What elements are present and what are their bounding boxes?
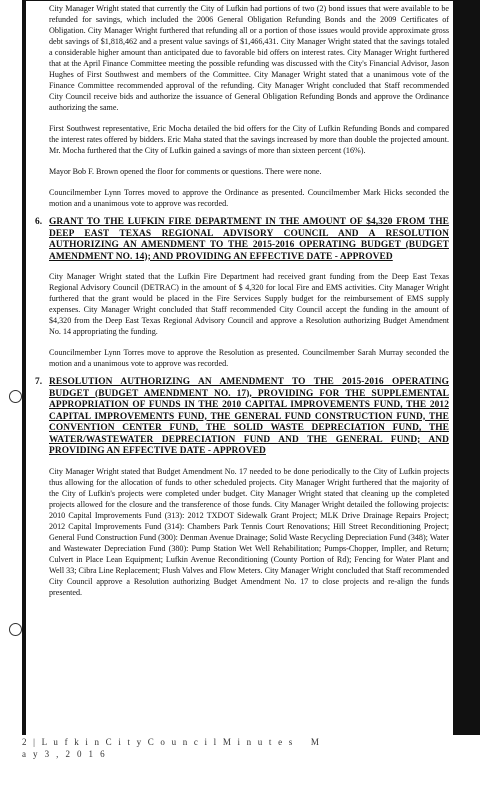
paragraph-motion: Councilmember Lynn Torres moved to approve the Ordinance as presented. Councilmember Mark Hicks seconded the motion and a unanimous vote to approve was recorded. xyxy=(49,188,449,208)
paragraph-floor-opened: Mayor Bob F. Brown opened the floor for comments or questions. There were none. xyxy=(49,167,322,176)
paragraph-first-southwest: First Southwest representative, Eric Mocha detailed the bid offers for the City of Lufkin Refunding Bonds and compared the interest rates offered by bidders. Eric Maha stated that the savings increased by more than double the projected amount. Mr. Mocha furthered that the City of Lufkin gained a savings of more than sixteen percent (16%). xyxy=(49,124,449,155)
footer-page-label: 2 | L u f k i n C i t y C o u n c i l M i n u t e s xyxy=(22,737,295,747)
agenda-item-paragraph: City Manager Wright stated that the Lufkin Fire Department had received grant funding from the Deep East Texas Regional Advisory Council (DETRAC) in the amount of $ 4,320 for local Fire and EMS activities. City Manager Wright furthered that the grant would be placed in the Fire Services Supply budget for the reimbursement of EMS supply expenses. City Manager Wright concluded that Staff recommended City Council accept the funding in the amount of $4,320 from the Deep East Texas Regional Advisory Council and approve a Resolution authorizing Budget Amendment No. 14 appropriating the funding. xyxy=(49,272,449,336)
agenda-item-heading: GRANT TO THE LUFKIN FIRE DEPARTMENT IN THE AMOUNT OF $4,320 FROM THE DEEP EAST TEXAS REGIONAL ADVISORY COUNCIL AND A RESOLUTION AUTHORIZING AN AMENDMENT TO THE 2015-2016 OPERATING BUDGET (BUDGET AMENDMENT NO. 14); AND PROVIDING AN EFFECTIVE DATE - APPROVED xyxy=(49,217,449,262)
agenda-item-number: 7. xyxy=(35,377,43,387)
agenda-item-6 xyxy=(35,217,453,369)
footer-date: M a y 3 , 2 0 1 6 xyxy=(22,737,322,759)
binder-hole-marker xyxy=(9,623,22,636)
agenda-item-paragraph: Councilmember Lynn Torres move to approve the Resolution as presented. Councilmember Sarah Murray seconded the motion and a unanimous vote to approve was recorded. xyxy=(49,348,449,368)
agenda-item-paragraph: City Manager Wright stated that Budget Amendment No. 17 needed to be done periodically to the City of Lufkin projects thus allowing for the allocation of funds to other scheduled projects. City Manager Wright furthered that the majority of the City of Lufkin's projects were completed under budget. City Manager Wright stated that cleaning up the completed projects allowed for the closure and the transference of those funds. City Manager Wright detailed the following projects: 2010 Capital Improvements Fund (313): 2012 TXDOT Sidewalk Grant Project; MLK Drive Drainage Repairs Project; 2012 Capital Improvements Fund (314): Chambers Park Tennis Court Renovations; Hill Street Reconditioning Project; General Fund Construction Fund (300): Denman Avenue Drainage; Solid Waste Recycling Depreciation Fund (348); Water and Wastewater Depreciation Fund (380): Pump Station Wet Well Rehabilitation; Pumps-Chopper, Impller, and Return; Culvert in Place Lean Equipment; Lufkin Avenue Reconditioning (County Portion of Rd); Fencing for Water Plant and Well 33; Cibra Line Replacement; Flush Valves and Flow Meters. City Manager Wright concluded that Staff recommended City Council approve a Resolution authorizing Budget Amendment No. 17 to close projects and re-align the funds presented. xyxy=(49,466,449,597)
document-page xyxy=(26,1,453,735)
page-footer xyxy=(22,736,322,760)
agenda-item-7 xyxy=(35,377,453,598)
agenda-item-number: 6. xyxy=(35,217,43,227)
agenda-item-heading: RESOLUTION AUTHORIZING AN AMENDMENT TO THE 2015-2016 OPERATING BUDGET (BUDGET AMENDMENT NO. 17), PROVIDING FOR THE SUPPLEMENTAL APPROPRIATION OF FUNDS IN THE 2010 CAPITAL IMPROVEMENTS FUND, THE 2012 CAPITAL IMPROVEMENTS FUND, THE GENERAL FUND CONSTRUCTION FUND, THE CONVENTION CENTER FUND, THE SOLID WASTE DEPRECIATION FUND, THE WATER/WASTEWATER DEPRECIATION FUND AND THE GENERAL FUND; AND PROVIDING AN EFFECTIVE DATE - APPROVED xyxy=(49,377,449,456)
paragraph-refunding-bonds: City Manager Wright stated that currently the City of Lufkin had portions of two (2) bond issues that were available to be refunded for savings, which included the 2006 General Obligation Refunding Bonds and the 2009 Certificates of Obligation. City Manager Wright furthered that refunding all or a portion of those issues would provide approximate gross debt savings of $1,818,462 and a present value savings of $1,466,431. City Manager Wright stated that the savings totaled a considerable higher amount than anticipated due to favorable bid offers on interest rates. City Manager Wright furthered that at the April Finance Committee meeting the possible refunding was discussed with the City's Financial Advisor, Jason Hughes of First Southwest and members of the Committee. City Manager Wright stated that a unanimous vote of the Finance Committee recommended approval of the refunding. City Manager Wright concluded that Staff recommended City Council receive bids and authorize the issuance of General Obligation Refunding Bonds and approve the Ordinance authorizing the same. xyxy=(49,4,449,112)
binder-hole-marker xyxy=(9,390,22,403)
